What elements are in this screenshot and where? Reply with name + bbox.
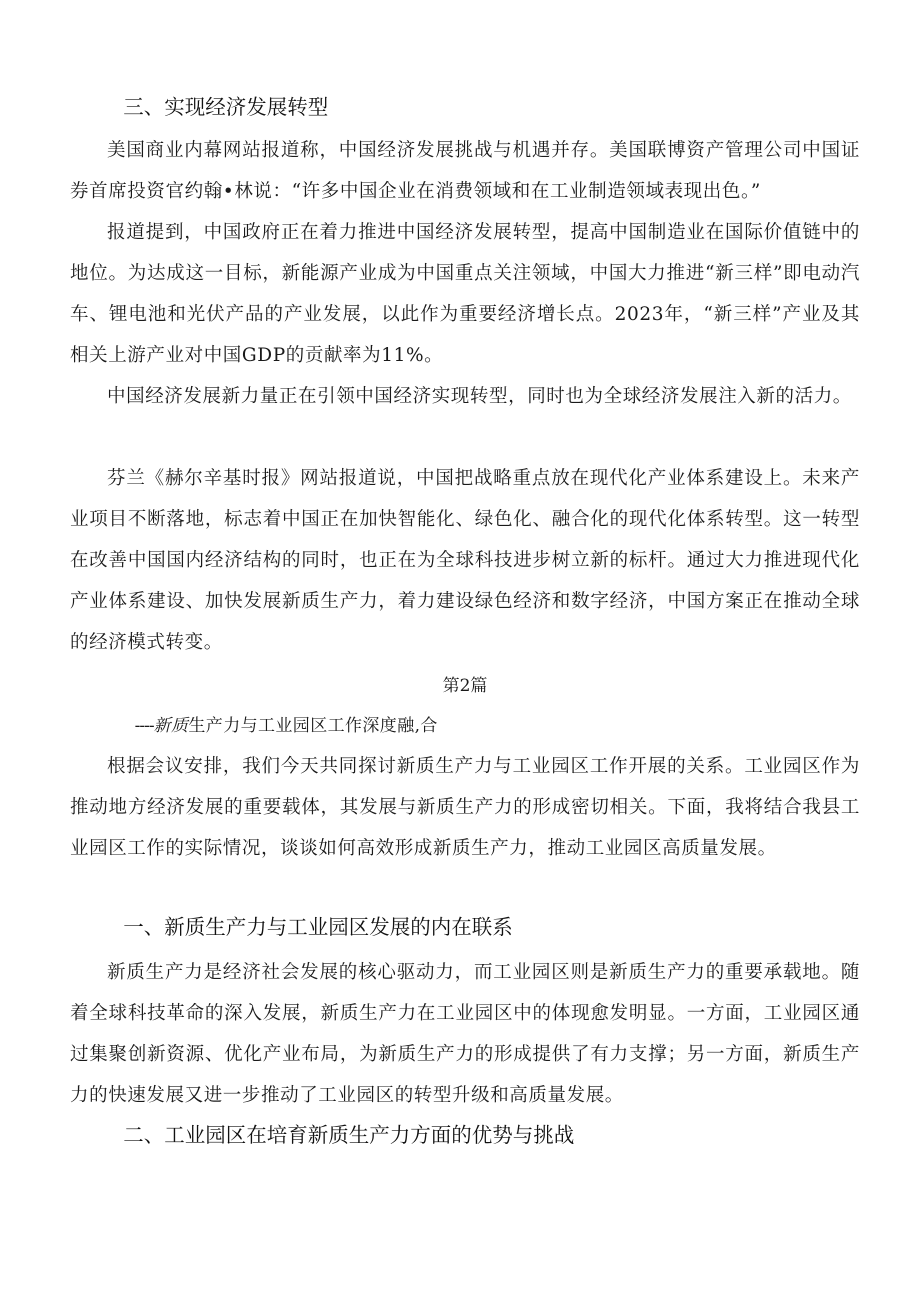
section-heading-2: 二、工业园区在培育新质生产力方面的优势与挑战 xyxy=(123,1123,575,1147)
subtitle-rest: 生产力与工业园区工作深度融,合 xyxy=(188,716,438,736)
paragraph-inner-connection: 新质生产力是经济社会发展的核心驱动力，而工业园区则是新质生产力的重要承载地。随着全球科技革命的深入发展，新质生产力在工业园区中的体现愈发明显。一方面，工业园区通过集聚创新资源、优化产业布局，为新质生产力的形成提供了有力支撑；另一方面，新质生产力的快速发展又进一步推动了工业园区的转型升级和高质量发展。 xyxy=(70,962,860,1106)
paragraph-transformation-report: 报道提到，中国政府正在着力推进中国经济发展转型，提高中国制造业在国际价值链中的地位。为达成这一目标，新能源产业成为中国重点关注领域，中国大力推进“新三样”即电动汽车、锂电池和光伏产品的产业发展，以此作为重要经济增长点。2023年，“新三样”产业及其相关上游产业对中国GDP的贡献率为11%。 xyxy=(70,222,860,366)
section-heading-1: 一、新质生产力与工业园区发展的内在联系 xyxy=(123,915,513,939)
section-heading-3: 三、实现经济发展转型 xyxy=(123,95,329,119)
paragraph-new-forces: 中国经济发展新力量正在引领中国经济实现转型，同时也为全球经济发展注入新的活力。 xyxy=(107,386,852,407)
subtitle-italic-part: 新质 xyxy=(153,716,189,736)
paragraph-meeting-intro: 根据会议安排，我们今天共同探讨新质生产力与工业园区工作开展的关系。工业园区作为推动地方经济发展的重要载体，其发展与新质生产力的形成密切相关。下面，我将结合我县工业园区工作的实际情况，谈谈如何高效形成新质生产力，推动工业园区高质量发展。 xyxy=(70,756,860,859)
article-subtitle xyxy=(70,711,860,741)
subtitle-dash: ---- xyxy=(134,716,154,736)
paragraph-helsinki-times: 芬兰《赫尔辛基时报》网站报道说，中国把战略重点放在现代化产业体系建设上。未来产业项目不断落地，标志着中国正在加快智能化、绿色化、融合化的现代化体系转型。这一转型在改善中国国内经济结构的同时，也正在为全球科技进步树立新的标杆。通过大力推进现代化产业体系建设、加快发展新质生产力，着力建设绿色经济和数字经济，中国方案正在推动全球的经济模式转变。 xyxy=(70,468,860,653)
paragraph-business-insider: 美国商业内幕网站报道称，中国经济发展挑战与机遇并存。美国联博资产管理公司中国证券首席投资官约翰•林说：“许多中国企业在消费领域和在工业制造领域表现出色。” xyxy=(70,140,860,202)
article-number: 第2篇 xyxy=(442,676,488,696)
